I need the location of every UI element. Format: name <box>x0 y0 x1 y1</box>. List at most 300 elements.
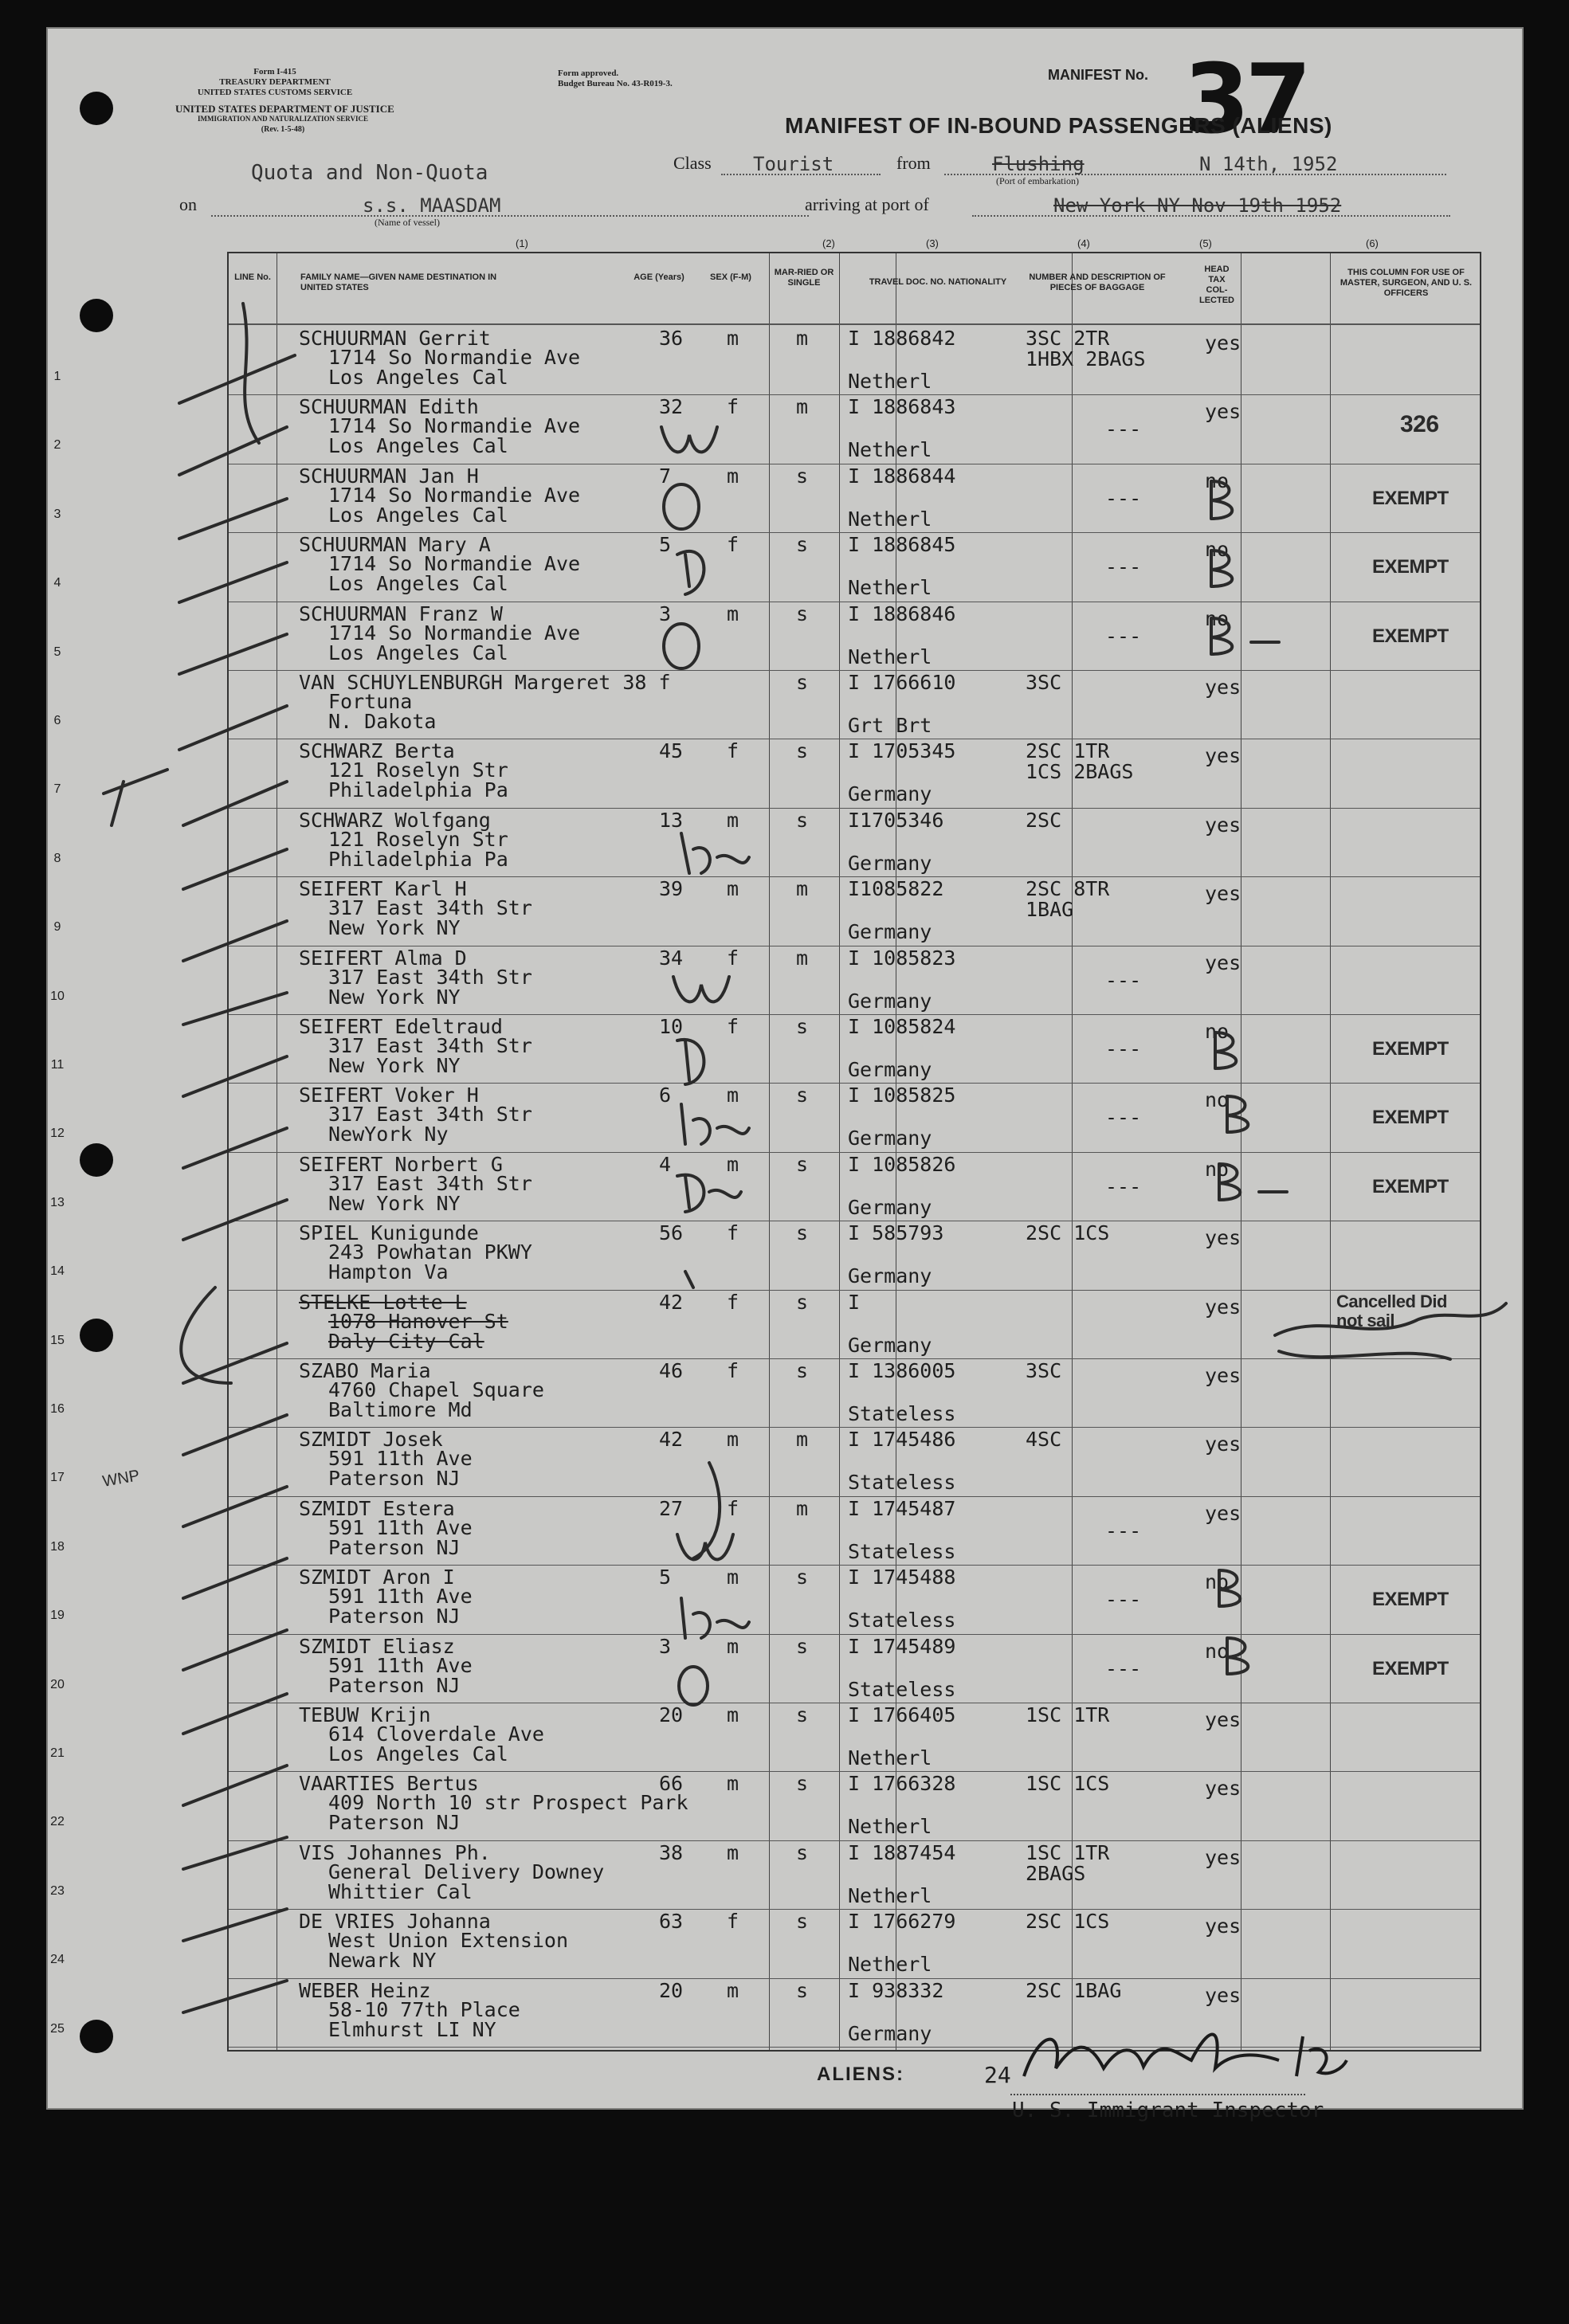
address-line-1: 591 11th Ave <box>328 1515 473 1539</box>
age: 34 <box>659 946 684 970</box>
sex: f <box>727 1910 739 1934</box>
nationality: Netherl <box>848 645 932 668</box>
col-num-3: (3) <box>926 237 939 249</box>
line-number: 19 <box>50 1609 65 1623</box>
address-line-2: Los Angeles Cal <box>328 641 508 664</box>
form-approval <box>558 69 673 89</box>
line-number: 2 <box>53 438 61 453</box>
table-row <box>50 1359 1480 1428</box>
class-value: Tourist <box>753 153 834 175</box>
line-number: 25 <box>50 2021 65 2036</box>
baggage-1: 1SC 1TR <box>1026 1703 1110 1726</box>
line-number: 8 <box>53 851 61 865</box>
binder-hole <box>80 1143 113 1177</box>
table-row <box>53 808 1480 877</box>
sex: f <box>727 1290 739 1314</box>
sex: m <box>727 1772 739 1796</box>
baggage-1: --- <box>1105 1656 1142 1680</box>
travel-doc: I 938332 <box>848 1978 944 2002</box>
nationality: Germany <box>848 1333 932 1357</box>
marital-status: s <box>796 1772 809 1796</box>
baggage-1: 2SC <box>1026 808 1062 832</box>
address-line-2: Philadelphia Pa <box>328 778 508 802</box>
baggage-1: 4SC <box>1026 1428 1062 1452</box>
manifest-no-label: MANIFEST No. <box>1048 67 1148 83</box>
baggage-1: 2SC 1TR <box>1026 739 1110 763</box>
inspector-label: U. S. Immigrant Inspector <box>1012 2099 1324 2122</box>
binder-hole <box>80 299 113 332</box>
passenger-name: WEBER Heinz <box>299 1978 431 2002</box>
travel-doc: I1085822 <box>848 877 944 901</box>
passenger-name: SCHUURMAN Gerrit <box>299 327 491 350</box>
line-number: 4 <box>53 576 61 590</box>
head-tax: yes <box>1205 331 1241 355</box>
travel-doc: I 1745488 <box>848 1566 956 1589</box>
baggage-1: --- <box>1105 1588 1142 1612</box>
sex: f <box>727 1015 739 1038</box>
nationality: Netherl <box>848 1815 932 1839</box>
passenger-name: SZMIDT Eliasz <box>299 1634 455 1658</box>
table-row <box>53 327 1480 395</box>
address-line-2: Elmhurst LI NY <box>328 2017 496 2041</box>
col-num-6: (6) <box>1366 237 1379 249</box>
sex: f <box>727 739 739 763</box>
col-officers: THIS COLUMN FOR USE OF MASTER, SURGEON, AND U. S. OFFICERS <box>1340 268 1473 298</box>
baggage-1: 1SC 1TR <box>1026 1840 1110 1864</box>
baggage-1: --- <box>1105 1037 1142 1060</box>
address-line-2: Paterson NJ <box>328 1467 461 1491</box>
from-label: from <box>896 153 931 173</box>
head-tax: yes <box>1205 882 1241 906</box>
baggage-1: --- <box>1105 417 1142 441</box>
age: 5 <box>659 1566 672 1589</box>
travel-doc: I 1766328 <box>848 1772 956 1796</box>
head-tax: no <box>1205 468 1230 492</box>
officer-note: EXEMPT <box>1372 1657 1449 1679</box>
baggage-1: 2SC 1BAG <box>1026 1978 1122 2002</box>
address-line-1: Fortuna <box>328 690 413 713</box>
passenger-name: SEIFERT Edeltraud <box>299 1015 503 1038</box>
address-line-1: 614 Cloverdale Ave <box>328 1722 544 1746</box>
nationality: Stateless <box>848 1539 956 1563</box>
baggage-1: 1SC 1CS <box>1026 1772 1110 1796</box>
address-line-2: Baltimore Md <box>328 1398 473 1421</box>
line-number: 17 <box>50 1471 65 1485</box>
justice-dept: UNITED STATES DEPARTMENT OF JUSTICE <box>175 103 394 115</box>
treasury-dept: TREASURY DEPARTMENT <box>219 77 331 87</box>
col-age: AGE (Years) <box>633 272 684 282</box>
class-label: Class <box>673 153 712 173</box>
address-line-2: NewYork Ny <box>328 1123 449 1146</box>
marital-status: s <box>796 1566 809 1589</box>
aliens-label: ALIENS: <box>817 2063 904 2085</box>
line-number: 10 <box>50 989 65 1003</box>
col-name: FAMILY NAME—GIVEN NAME DESTINATION IN UNITED STATES <box>300 272 497 292</box>
address-line-2: N. Dakota <box>328 710 437 733</box>
head-tax: yes <box>1205 1777 1241 1801</box>
col-line-no: LINE No. <box>234 272 271 282</box>
marital-status: s <box>796 1634 809 1658</box>
marital-status: s <box>796 1359 809 1382</box>
line-number: 9 <box>53 920 61 935</box>
passenger-name: SEIFERT Karl H <box>299 877 467 901</box>
travel-doc: I 1766405 <box>848 1703 956 1726</box>
address-line-2: Paterson NJ <box>328 1605 461 1628</box>
head-tax: yes <box>1205 744 1241 768</box>
nationality: Germany <box>848 782 932 806</box>
baggage-2: 2BAGS <box>1026 1861 1086 1885</box>
form-header-justice <box>175 103 394 135</box>
travel-doc: I 1886845 <box>848 533 956 557</box>
arriving-value: New York NY Nov 19th 1952 <box>1053 194 1342 217</box>
address-line-1: 591 11th Ave <box>328 1585 473 1609</box>
officer-note: EXEMPT <box>1372 1038 1449 1060</box>
officer-note: EXEMPT <box>1372 1175 1449 1197</box>
col-married: MAR-RIED OR SINGLE <box>774 268 834 288</box>
passenger-name: VAARTIES Bertus <box>299 1772 479 1796</box>
travel-doc: I 1745487 <box>848 1496 956 1520</box>
travel-doc: I 1386005 <box>848 1359 956 1382</box>
passenger-name: SZABO Maria <box>299 1359 431 1382</box>
baggage-1: --- <box>1105 486 1142 510</box>
table-row <box>50 1634 1480 1703</box>
sex: m <box>727 1566 739 1589</box>
address-line-1: 1714 So Normandie Ave <box>328 346 581 369</box>
passenger-name: SZMIDT Estera <box>299 1496 455 1520</box>
nationality: Netherl <box>848 1953 932 1977</box>
officer-note: Cancelled Did not sail <box>1336 1291 1447 1331</box>
sex: f <box>727 946 739 970</box>
head-tax: yes <box>1205 1983 1241 2007</box>
nationality: Germany <box>848 989 932 1013</box>
travel-doc: I 1085823 <box>848 946 956 970</box>
baggage-1: 3SC 2TR <box>1026 327 1110 350</box>
line-number: 16 <box>50 1402 65 1416</box>
address-line-1: 243 Powhatan PKWY <box>328 1240 532 1264</box>
customs-service: UNITED STATES CUSTOMS SERVICE <box>197 88 353 97</box>
address-line-1: General Delivery Downey <box>328 1860 605 1883</box>
passenger-name: DE VRIES Johanna <box>299 1910 491 1934</box>
manifest-sheet <box>46 27 1524 2122</box>
vessel-line <box>211 215 809 217</box>
travel-doc: I <box>848 1290 861 1314</box>
passenger-name: VAN SCHUYLENBURGH Margeret 38 f <box>299 671 671 694</box>
baggage-1: 2SC 1CS <box>1026 1221 1110 1245</box>
officer-note: EXEMPT <box>1372 556 1449 578</box>
sex: m <box>727 808 739 832</box>
passenger-name: SEIFERT Alma D <box>299 946 467 970</box>
head-tax: yes <box>1205 1708 1241 1731</box>
age: 36 <box>659 327 684 350</box>
table-row <box>53 602 1480 671</box>
address-line-1: 121 Roselyn Str <box>328 827 508 851</box>
nationality: Stateless <box>848 1471 956 1495</box>
embark-note: (Port of embarkation) <box>996 175 1079 186</box>
travel-doc: I 1886846 <box>848 602 956 625</box>
table-row <box>50 1840 1480 1910</box>
sex: m <box>727 1978 739 2002</box>
col-baggage: NUMBER AND DESCRIPTION OF PIECES OF BAGGAGE <box>1029 272 1166 292</box>
sex: m <box>727 1840 739 1864</box>
marital-status: s <box>796 1703 809 1726</box>
address-line-2: New York NY <box>328 985 461 1009</box>
head-tax: yes <box>1205 1226 1241 1250</box>
age: 56 <box>659 1221 684 1245</box>
address-line-2: New York NY <box>328 1054 461 1077</box>
age: 27 <box>659 1496 684 1520</box>
baggage-1: --- <box>1105 968 1142 992</box>
marital-status: s <box>796 1221 809 1245</box>
officer-note: 326 <box>1400 411 1439 438</box>
sex: m <box>727 1703 739 1726</box>
address-line-2: Los Angeles Cal <box>328 434 508 458</box>
address-line-2: New York NY <box>328 1191 461 1215</box>
passenger-name: SEIFERT Voker H <box>299 1084 479 1107</box>
col-num-1: (1) <box>516 237 528 249</box>
sex: f <box>727 533 739 557</box>
travel-doc: I 1887454 <box>848 1840 956 1864</box>
officer-note: EXEMPT <box>1372 625 1449 647</box>
line-number: 15 <box>50 1333 65 1347</box>
sex: f <box>727 1221 739 1245</box>
form-header-treasury <box>183 67 367 98</box>
address-line-1: 1714 So Normandie Ave <box>328 621 581 645</box>
address-line-2: Los Angeles Cal <box>328 572 508 596</box>
table-row <box>53 877 1480 946</box>
marital-status: m <box>796 395 809 419</box>
col-num-4: (4) <box>1077 237 1090 249</box>
travel-doc: I 1886844 <box>848 464 956 488</box>
nationality: Germany <box>848 920 932 944</box>
col-sex: SEX (F-M) <box>710 272 751 282</box>
marital-status: s <box>796 602 809 625</box>
line-number: 11 <box>50 1058 65 1072</box>
marital-status: m <box>796 327 809 350</box>
marital-status: s <box>796 1084 809 1107</box>
head-tax: yes <box>1205 1845 1241 1869</box>
passenger-name: SCHUURMAN Edith <box>299 395 479 419</box>
travel-doc: I 585793 <box>848 1221 944 1245</box>
travel-doc: I 1766279 <box>848 1910 956 1934</box>
address-line-2: Newark NY <box>328 1949 437 1973</box>
sex: m <box>727 327 739 350</box>
passenger-name: SCHWARZ Wolfgang <box>299 808 491 832</box>
baggage-1: 3SC <box>1026 1359 1062 1382</box>
address-line-1: 591 11th Ave <box>328 1653 473 1677</box>
sex: m <box>727 1634 739 1658</box>
marital-status: s <box>796 671 809 694</box>
address-line-1: 1714 So Normandie Ave <box>328 414 581 438</box>
line-number: 1 <box>53 370 61 383</box>
baggage-1: --- <box>1105 624 1142 648</box>
travel-doc: I 1886843 <box>848 395 956 419</box>
nationality: Stateless <box>848 1609 956 1632</box>
marital-status: s <box>796 739 809 763</box>
travel-doc: I 1085825 <box>848 1084 956 1107</box>
age: 7 <box>659 464 672 488</box>
from-value: Flushing <box>992 153 1085 175</box>
table-row <box>50 1703 1480 1772</box>
age: 39 <box>659 877 684 901</box>
nationality: Netherl <box>848 507 932 531</box>
address-line-1: 409 North 10 str Prospect Park <box>328 1791 688 1815</box>
binder-hole <box>80 1319 113 1352</box>
baggage-1: 3SC <box>1026 671 1062 694</box>
travel-doc: I 1705345 <box>848 739 956 763</box>
nationality: Germany <box>848 1058 932 1081</box>
col-head-tax: HEAD TAX COL-LECTED <box>1199 265 1234 305</box>
head-tax: yes <box>1205 813 1241 837</box>
address-line-2: Hampton Va <box>328 1260 449 1284</box>
table-row <box>53 671 1480 739</box>
baggage-2: 1CS 2BAGS <box>1026 760 1134 784</box>
line-number: 12 <box>50 1127 65 1141</box>
from-date: N 14th, 1952 <box>1199 153 1338 175</box>
line-number: 14 <box>50 1264 65 1279</box>
table-row <box>50 1910 1480 1978</box>
line-number: 21 <box>50 1746 65 1760</box>
quota-line: Quota and Non-Quota <box>251 161 488 185</box>
marital-status: s <box>796 1840 809 1864</box>
passenger-name: SZMIDT Josek <box>299 1428 443 1452</box>
nationality: Germany <box>848 1195 932 1219</box>
nationality: Germany <box>848 1264 932 1288</box>
passenger-name: TEBUW Krijn <box>299 1703 431 1726</box>
table-row <box>50 1566 1480 1634</box>
address-line-2: Los Angeles Cal <box>328 503 508 527</box>
nationality: Germany <box>848 851 932 875</box>
head-tax: yes <box>1205 950 1241 974</box>
officer-note: EXEMPT <box>1372 1589 1449 1611</box>
header-rule <box>229 323 1480 325</box>
passenger-name: SCHUURMAN Mary A <box>299 533 491 557</box>
head-tax: yes <box>1205 1432 1241 1456</box>
age: 5 <box>659 533 672 557</box>
nationality: Germany <box>848 1127 932 1150</box>
age: 13 <box>659 808 684 832</box>
marital-status: s <box>796 533 809 557</box>
marital-status: s <box>796 1910 809 1934</box>
nationality: Germany <box>848 2021 932 2045</box>
baggage-1: --- <box>1105 1106 1142 1130</box>
head-tax: no <box>1205 606 1230 630</box>
table-row <box>50 1290 1480 1359</box>
age: 3 <box>659 602 672 625</box>
address-line-1: 1078 Hanover St <box>328 1309 508 1333</box>
budget-bureau: Budget Bureau No. 43-R019-3. <box>558 79 673 88</box>
table-row <box>50 946 1480 1015</box>
marital-status: s <box>796 1290 809 1314</box>
table-row <box>50 1496 1480 1566</box>
revision: (Rev. 1-5-48) <box>261 125 305 134</box>
marital-status: m <box>796 1496 809 1520</box>
table-row <box>53 395 1480 464</box>
table-row <box>50 1772 1480 1840</box>
page-title: MANIFEST OF IN-BOUND PASSENGERS (ALIENS) <box>785 113 1332 138</box>
address-line-2: Daly City Cal <box>328 1329 484 1353</box>
line-number: 18 <box>50 1539 65 1554</box>
vessel-note: (Name of vessel) <box>375 217 440 228</box>
age: 3 <box>659 1634 672 1658</box>
address-line-2: Paterson NJ <box>328 1535 461 1559</box>
table-row <box>53 464 1480 533</box>
address-line-1: 317 East 34th Str <box>328 965 532 989</box>
marital-status: m <box>796 1428 809 1452</box>
age: 6 <box>659 1084 672 1107</box>
head-tax: no <box>1205 1088 1230 1112</box>
address-line-2: Paterson NJ <box>328 1811 461 1835</box>
baggage-1: 2SC 8TR <box>1026 877 1110 901</box>
table-row <box>50 1152 1480 1221</box>
marital-status: m <box>796 946 809 970</box>
form-approved: Form approved. <box>558 69 619 78</box>
baggage-1: --- <box>1105 1174 1142 1198</box>
line-number: 7 <box>53 782 61 797</box>
line-number: 13 <box>50 1195 65 1209</box>
age: 32 <box>659 395 684 419</box>
travel-doc: I 1886842 <box>848 327 956 350</box>
address-line-1: 1714 So Normandie Ave <box>328 483 581 507</box>
line-number: 23 <box>50 1883 65 1898</box>
address-line-2: Whittier Cal <box>328 1879 473 1903</box>
head-tax: yes <box>1205 676 1241 699</box>
head-tax: yes <box>1205 1501 1241 1525</box>
address-line-1: 317 East 34th Str <box>328 1171 532 1195</box>
age: 4 <box>659 1152 672 1176</box>
age: 45 <box>659 739 684 763</box>
age: 20 <box>659 1703 684 1726</box>
sex: f <box>727 1496 739 1520</box>
svg-text:WNP: WNP <box>101 1467 141 1491</box>
officer-note: EXEMPT <box>1372 487 1449 509</box>
marital-status: s <box>796 808 809 832</box>
inspector-line <box>1010 2094 1305 2095</box>
line-number: 22 <box>50 1815 65 1829</box>
binder-hole <box>80 92 113 125</box>
inspector-signature <box>1016 2012 1351 2092</box>
baggage-1: 2SC 1CS <box>1026 1910 1110 1934</box>
passenger-name: SEIFERT Norbert G <box>299 1152 503 1176</box>
baggage-2: 1HBX 2BAGS <box>1026 347 1146 370</box>
address-line-1: 591 11th Ave <box>328 1447 473 1471</box>
age: 42 <box>659 1290 684 1314</box>
head-tax: no <box>1205 1157 1230 1181</box>
table-row <box>50 1221 1480 1290</box>
address-line-2: Los Angeles Cal <box>328 366 508 389</box>
address-line-1: West Union Extension <box>328 1929 569 1953</box>
address-line-1: 4760 Chapel Square <box>328 1378 544 1401</box>
address-line-2: Los Angeles Cal <box>328 1742 508 1766</box>
age: 10 <box>659 1015 684 1038</box>
sex: f <box>727 395 739 419</box>
officer-note: EXEMPT <box>1372 1107 1449 1129</box>
binder-hole <box>80 2020 113 2053</box>
line-number: 5 <box>53 645 61 659</box>
address-line-1: 317 East 34th Str <box>328 1034 532 1057</box>
table-row <box>53 533 1480 602</box>
sex: m <box>727 1428 739 1452</box>
marital-status: s <box>796 1152 809 1176</box>
address-line-1: 317 East 34th Str <box>328 1103 532 1127</box>
sex: m <box>727 602 739 625</box>
table-row <box>50 1015 1480 1084</box>
address-line-2: Philadelphia Pa <box>328 847 508 871</box>
sex: m <box>727 464 739 488</box>
passenger-name: VIS Johannes Ph. <box>299 1840 491 1864</box>
form-number: Form I-415 <box>253 67 296 76</box>
address-line-1: 58-10 77th Place <box>328 1997 520 2021</box>
table-row <box>53 739 1480 808</box>
